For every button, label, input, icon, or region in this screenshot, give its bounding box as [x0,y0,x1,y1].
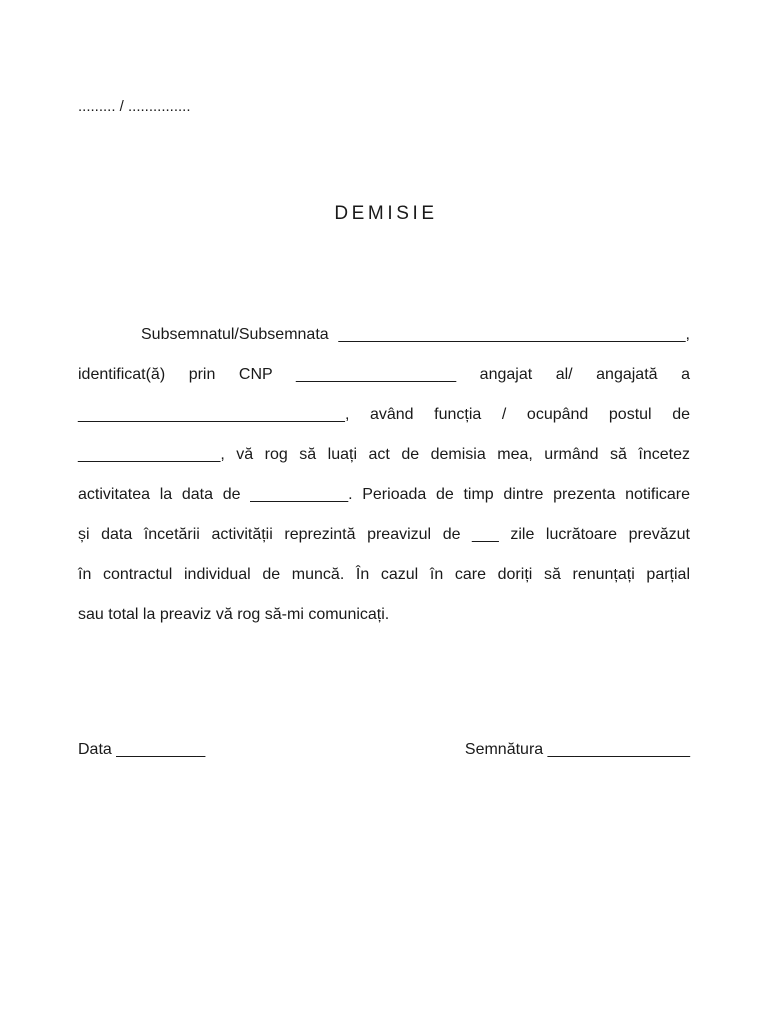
body-line: activitatea la data de ___________. Perioada de timp dintre prezenta notificare [78,486,690,503]
body-line: ________________, vă rog să luați act de demisia mea, urmând să încetez [78,446,690,463]
date-field: Data __________ [78,741,206,758]
resignation-body [78,321,690,641]
signature-field: Semnătura ________________ [464,741,690,758]
body-line: în contractul individual de muncă. În cazul în care doriți să renunțați parțial [78,566,690,583]
body-line: identificat(ă) prin CNP __________________ angajat al/ angajată a [78,366,690,383]
document-title: DEMISIE [334,203,438,224]
body-line: și data încetării activității reprezintă preavizul de ___ zile lucrătoare prevăzut [78,526,690,543]
body-line: Subsemnatul/Subsemnata _______________________________________, [141,326,690,343]
registration-number: ......... / ............... [78,98,191,115]
body-line: ______________________________, având funcția / ocupând postul de [78,406,690,423]
body-line: sau total la preaviz vă rog să-mi comunicați. [78,606,390,623]
